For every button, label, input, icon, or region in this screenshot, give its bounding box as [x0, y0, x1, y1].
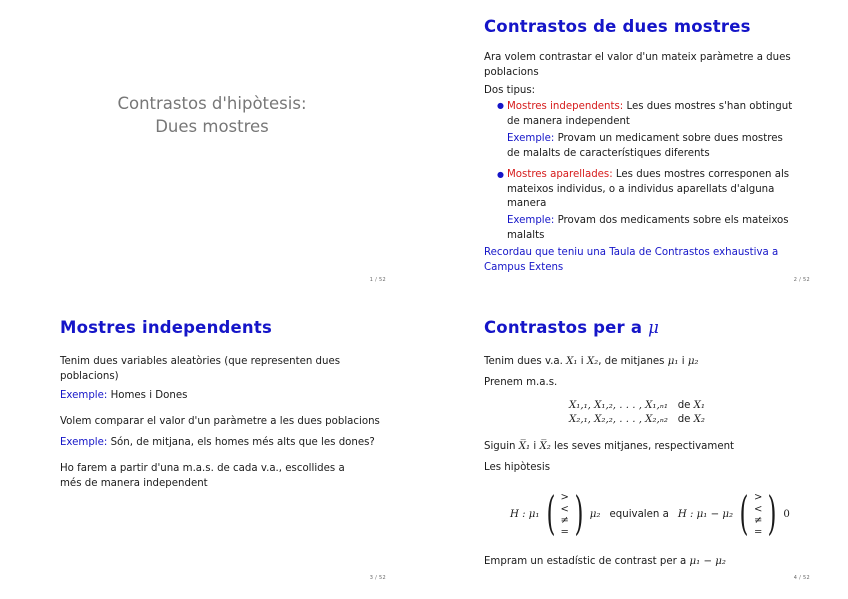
right-brace-icon: ) [574, 486, 584, 540]
text: Tenim dues v.a. [484, 356, 563, 367]
list-item-paired [507, 168, 797, 212]
text: de [677, 414, 691, 425]
intro-paragraph: Ara volem contrastar el valor d'un mateix paràmetre a dues poblacions [484, 52, 791, 78]
term-independent-text: Les dues mostres s'han obtingut de manera independent [507, 101, 793, 127]
sample-2 [569, 413, 705, 428]
example-label: Exemple: [507, 133, 555, 144]
example-men-women [60, 389, 187, 404]
text: Empram un estadístic de contrast per a [484, 556, 687, 567]
page-number: 4 / 52 [793, 575, 810, 581]
slide-title [484, 318, 659, 337]
slide-4 [424, 299, 848, 598]
example-text: Homes i Dones [110, 390, 188, 401]
example-label: Exemple: [60, 437, 108, 448]
bullet-icon: ● [497, 170, 504, 179]
term-paired: Mostres aparellades: [507, 169, 613, 180]
left-brace-icon: ( [739, 486, 749, 540]
operator-column [754, 492, 762, 538]
sample-1 [569, 399, 705, 414]
math-x1: X₁ [693, 400, 706, 411]
example-paired [507, 214, 797, 243]
term-paired-text: Les dues mostres corresponen als mateixos individus, o a individus aparellats d'alguna manera [507, 169, 790, 209]
page-number: 2 / 52 [793, 277, 810, 283]
math-h-left: H : μ₁ [510, 508, 540, 520]
line-statistic [484, 555, 726, 570]
slide-3 [0, 299, 424, 598]
slide-2 [424, 0, 848, 299]
text: Siguin [484, 441, 516, 452]
list-item-independent [507, 100, 797, 129]
slide-title: Contrastos de dues mostres [484, 17, 751, 36]
operator: ≠ [754, 515, 763, 526]
slide-title-text: Contrastos per a [484, 318, 643, 337]
mu-symbol: μ [648, 318, 660, 337]
text: i [533, 441, 537, 452]
text: , de mitjanes [598, 356, 665, 367]
math-diff: μ₁ − μ₂ [689, 556, 726, 567]
left-brace-icon: ( [545, 486, 555, 540]
operator: = [754, 526, 763, 538]
text: i [681, 356, 685, 367]
operator: = [560, 526, 569, 538]
math-sample1: X₁,₁, X₁,₂, . . . , X₁,ₙ₁ [569, 400, 668, 411]
math-x2: X₂ [586, 356, 599, 367]
operator: > [560, 492, 569, 503]
bullet-icon: ● [497, 101, 504, 110]
line-means [484, 440, 734, 455]
cover-title [0, 92, 424, 138]
operator: ≠ [560, 515, 569, 526]
operator-column [560, 492, 568, 538]
page-number: 1 / 52 [369, 277, 386, 283]
right-brace-icon: ) [767, 486, 777, 540]
math-xbar2: X̅₂ [539, 441, 551, 452]
math-mu2: μ₂ [589, 508, 601, 520]
example-height [60, 436, 390, 451]
math-mu2: μ₂ [687, 356, 699, 367]
math-x2: X₂ [693, 414, 706, 425]
hypothesis-formula [510, 483, 790, 547]
term-independent: Mostres independents: [507, 101, 624, 112]
paragraph-variables: Tenim dues variables aleatòries (que representen dues poblacions) [60, 356, 341, 382]
campus-note: Recordau que teniu una Taula de Contrastos exhaustiva a Campus Extens [484, 247, 779, 273]
example-text: Són, de mitjana, els homes més alts que les dones? [110, 437, 375, 448]
line-samples: Prenem m.a.s. [484, 377, 558, 388]
text: de [677, 400, 691, 411]
cover-title-line1: Contrastos d'hipòtesis: [117, 94, 307, 113]
math-xbar1: X̅₁ [518, 441, 531, 452]
line-hypotheses: Les hipòtesis [484, 462, 551, 473]
math-h-right: H : μ₁ − μ₂ [677, 508, 734, 520]
page-number: 3 / 52 [369, 575, 386, 581]
slide-title: Mostres independents [60, 318, 272, 337]
types-label: Dos tipus: [484, 85, 536, 96]
text: les seves mitjanes, respectivament [554, 441, 735, 452]
math-x1: X₁ [566, 356, 578, 367]
paragraph-method: Ho farem a partir d'una m.a.s. de cada v.a., escollides a més de manera independent [60, 463, 345, 489]
slide-1 [0, 0, 424, 299]
operator: < [560, 503, 569, 515]
example-label: Exemple: [60, 390, 108, 401]
text: i [580, 356, 584, 367]
cover-title-line2: Dues mostres [155, 117, 269, 136]
example-text: Provam un medicament sobre dues mostres de malalts de característiques diferents [507, 133, 783, 159]
operator: > [754, 492, 763, 503]
math-zero: 0 [783, 508, 790, 520]
example-independent [507, 132, 797, 161]
example-label: Exemple: [507, 215, 555, 226]
line-variables [484, 355, 699, 370]
example-text: Provam dos medicaments sobre els mateixos malalts [507, 215, 789, 241]
paragraph-compare: Volem comparar el valor d'un paràmetre a les dues poblacions [60, 416, 380, 427]
math-sample2: X₂,₁, X₂,₂, . . . , X₂,ₙ₂ [569, 414, 668, 425]
operator: < [754, 503, 763, 515]
equivalence-text: equivalen a [609, 508, 669, 520]
math-mu1: μ₁ [667, 356, 679, 367]
